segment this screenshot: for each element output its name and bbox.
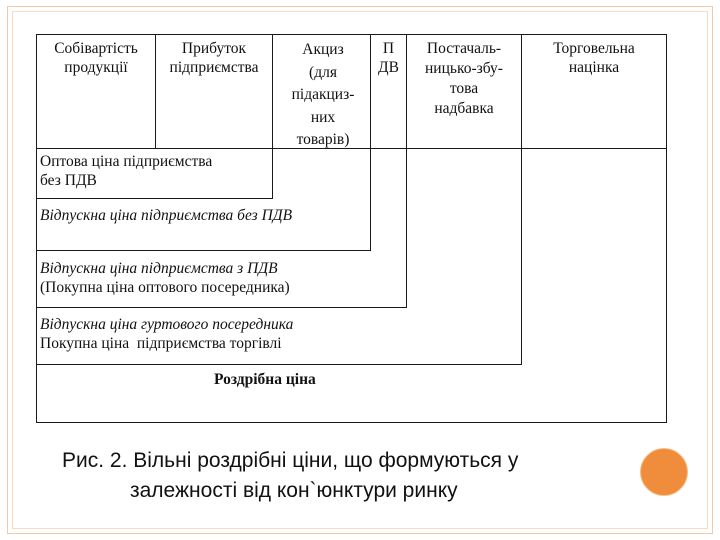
- header-vat-line: П: [382, 40, 395, 57]
- header-supply-line: ницько-збу-: [425, 60, 503, 77]
- row-retail-price: Роздрібна ціна: [214, 371, 316, 388]
- header-supply-line: надбавка: [434, 100, 494, 117]
- row-line-release-no-vat: [36, 198, 273, 199]
- figure-caption-line-1: Рис. 2. Вільні роздрібні ціни, що формуються у: [62, 449, 519, 472]
- header-cost-line: продукції: [64, 59, 128, 76]
- header-excise-line: товарів): [296, 131, 350, 148]
- header-profit: [156, 39, 272, 77]
- header-supply-markup: [407, 39, 521, 119]
- row-line-release-vat: [36, 250, 371, 251]
- row-release-vat-note: (Покупна ціна оптового посередника): [40, 279, 290, 296]
- header-excise: [273, 39, 373, 152]
- header-trade-line: націнка: [568, 59, 620, 76]
- header-cost-line: Собівартість: [54, 40, 138, 57]
- header-excise-line: (для: [309, 63, 337, 81]
- row-intermediary: [40, 315, 520, 353]
- figure-caption-line-2: залежності від кон`юнктури ринку: [130, 479, 458, 502]
- divider-supply-trade: [521, 34, 522, 365]
- header-profit-line: підприємства: [169, 59, 259, 76]
- header-excise-line: них: [310, 108, 336, 126]
- decorative-orange-circle: [640, 448, 688, 496]
- header-trade-line: Торговельна: [553, 40, 635, 57]
- box-bottom-border: [36, 422, 667, 423]
- row-line-intermediary: [36, 307, 407, 308]
- box-right-border: [666, 34, 667, 423]
- header-excise-line: підакциз-: [291, 86, 355, 103]
- header-trade-markup: [522, 39, 666, 77]
- header-supply-line: Постачаль-: [426, 40, 502, 57]
- header-vat: [371, 39, 406, 77]
- row-release-no-vat: Відпускна ціна підприємства без ПДВ: [40, 207, 293, 224]
- row-wholesale-line: без ПДВ: [40, 172, 97, 189]
- header-profit-line: Прибуток: [181, 40, 247, 57]
- header-vat-line: ДВ: [378, 59, 399, 76]
- row-wholesale-line: Оптова ціна підприємства: [40, 153, 213, 170]
- row-release-vat-title: Відпускна ціна підприємства з ПДВ: [40, 260, 278, 277]
- header-excise-line: Акциз: [302, 41, 344, 58]
- row-intermediary-note: Покупна ціна підприємства торгівлі: [40, 335, 282, 352]
- header-supply-line: това: [449, 80, 479, 97]
- row-release-vat: [40, 259, 405, 297]
- box-top-border: [36, 34, 666, 35]
- row-wholesale-price: [40, 152, 270, 190]
- row-line-retail: [36, 364, 522, 365]
- header-cost: [37, 39, 155, 77]
- row-intermediary-title: Відпускна ціна гуртового посередника: [40, 316, 294, 333]
